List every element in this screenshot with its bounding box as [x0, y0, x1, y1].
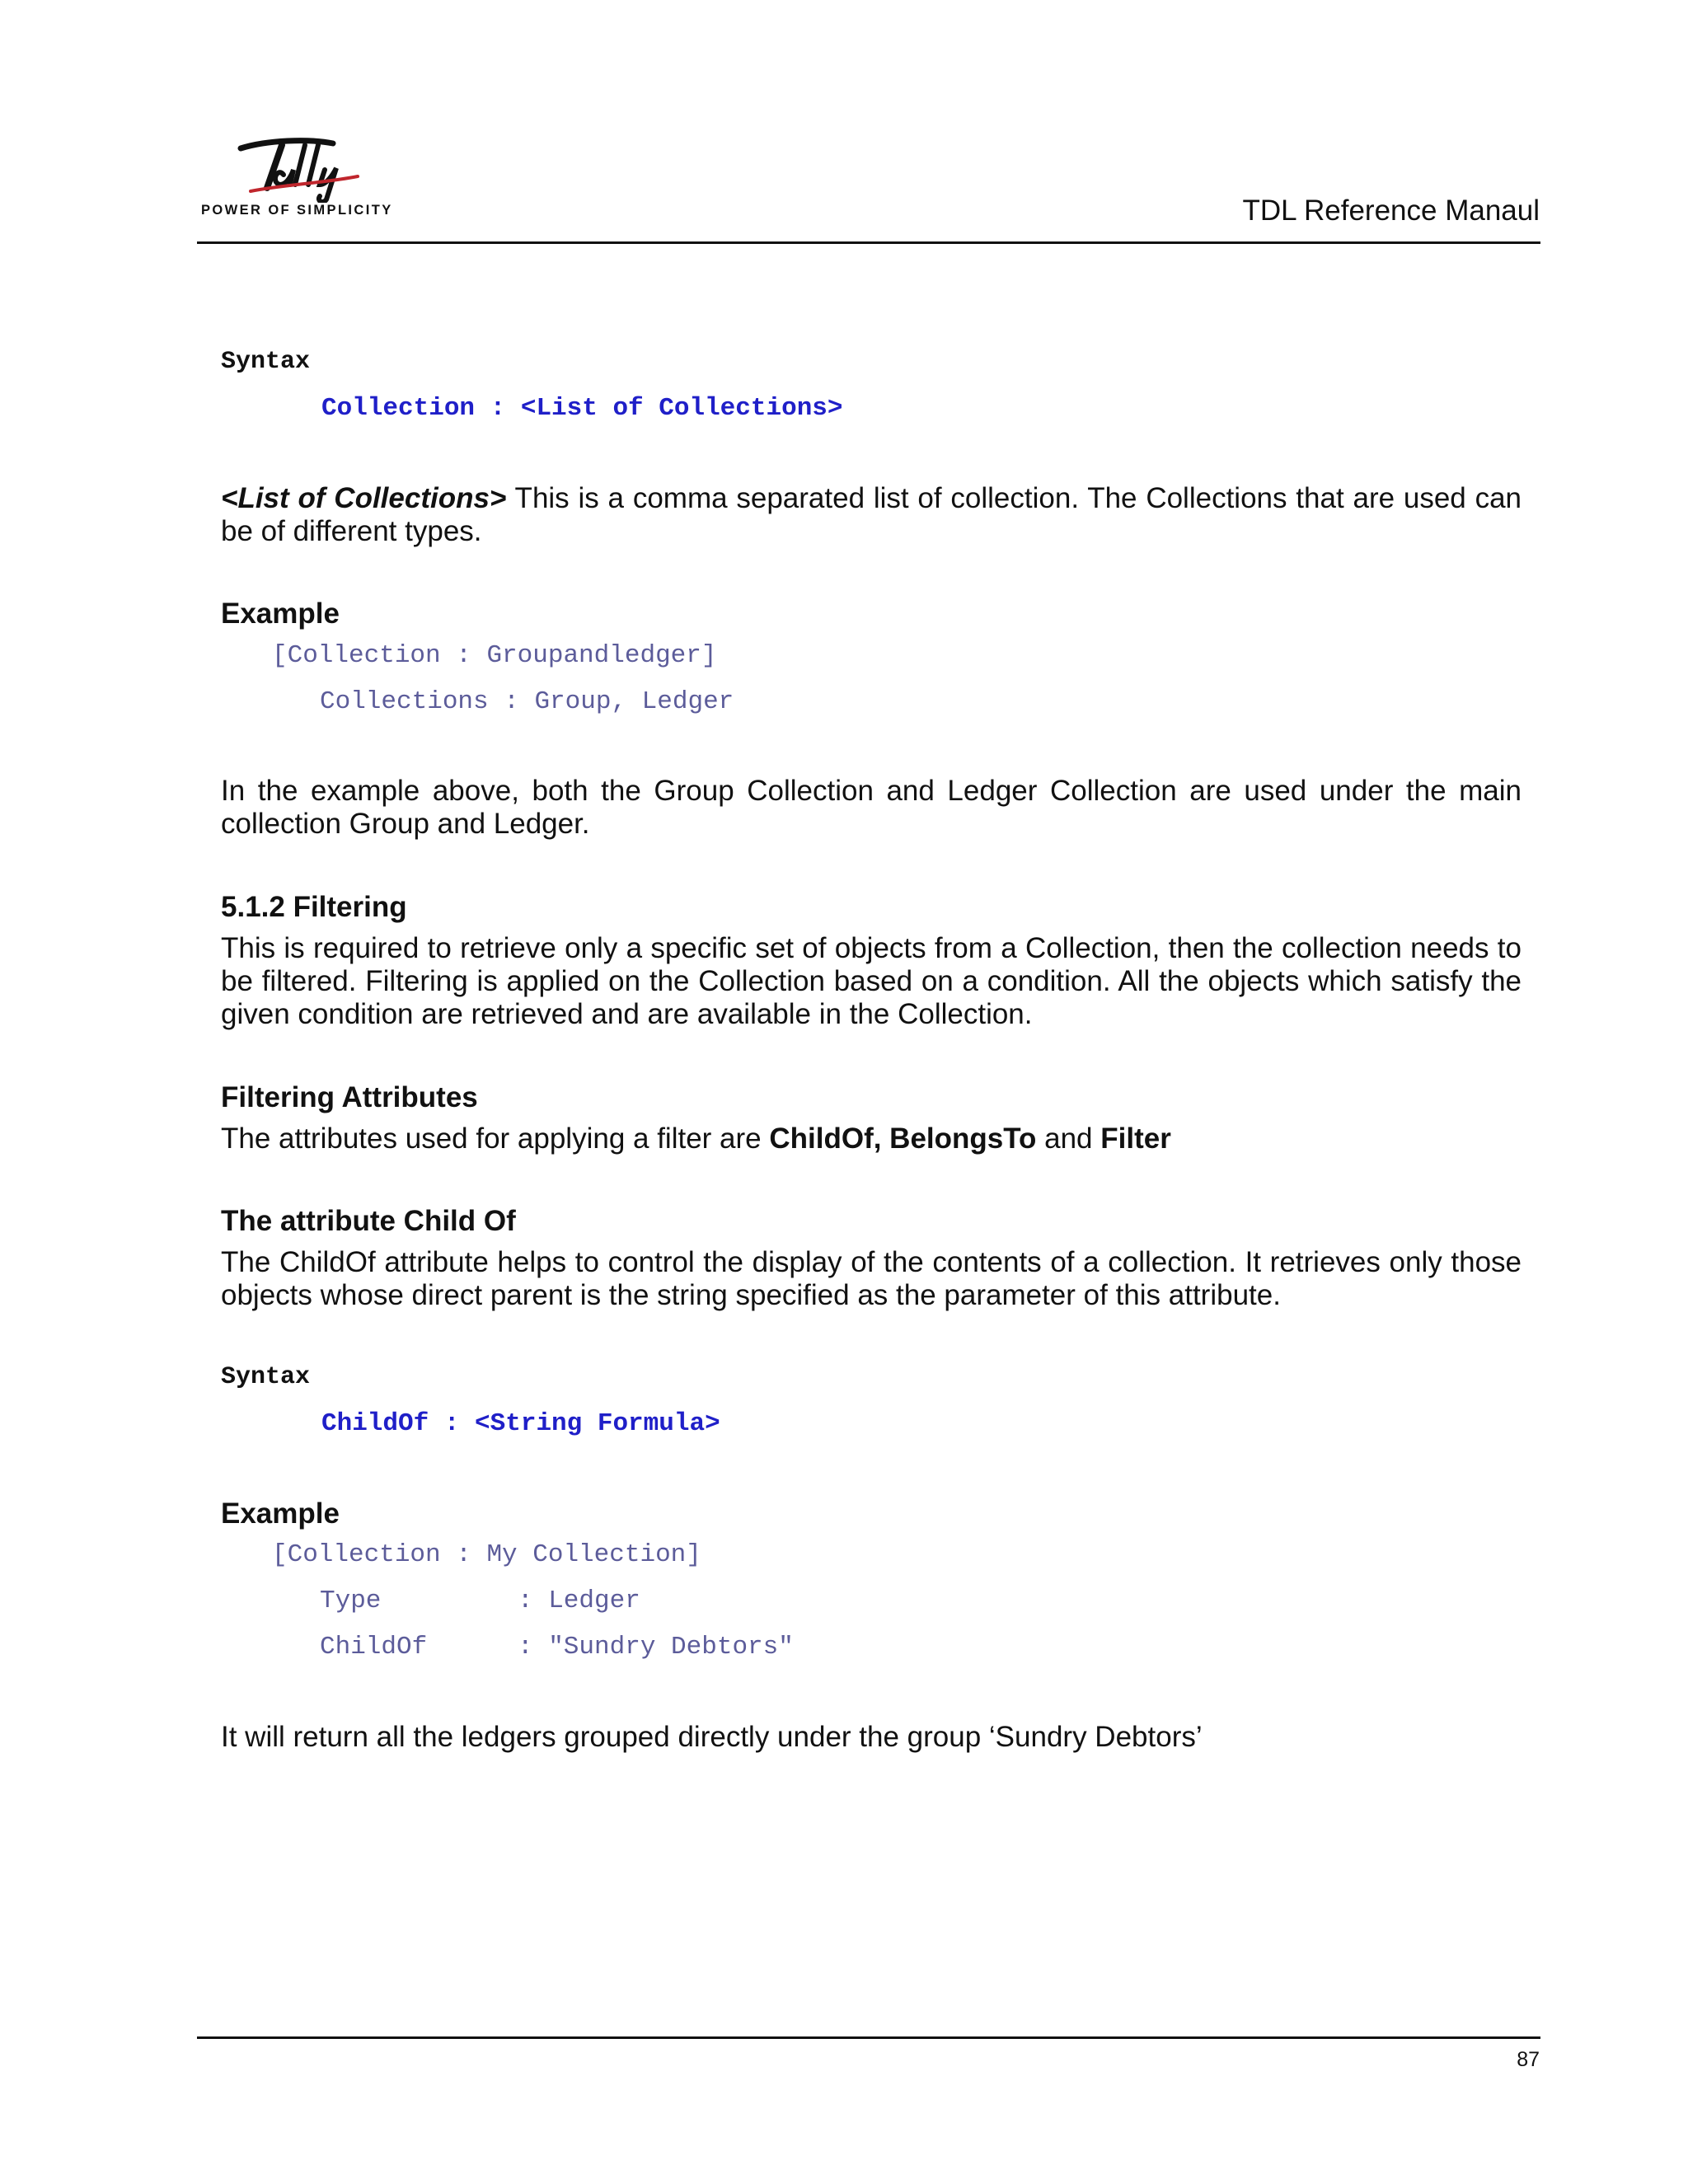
syntax-label: Syntax [221, 1363, 311, 1391]
code-key: ChildOf [320, 1633, 428, 1661]
filter-attrs-bold-childof-belongsto: ChildOf, BelongsTo [769, 1122, 1037, 1155]
filter-attrs-text-and: and [1036, 1122, 1101, 1155]
syntax-code: Collection : <List of Collections> [321, 394, 843, 423]
logo-tagline: POWER OF SIMPLICITY [201, 203, 393, 218]
example-heading: Example [221, 598, 340, 630]
filtering-paragraph: This is required to retrieve only a specific set of objects from a Collection, then the collection needs to be filtered. Filtering is applied on the Collection based on a condition. All the objects which satisfy the given condition are retrieved and are available in the Collection. [221, 932, 1522, 1030]
list-of-collections-paragraph [221, 482, 1522, 548]
list-of-collections-text: This is a comma separated list of collection. The Collections that are used can be of different types. [221, 482, 1522, 547]
footer-divider [197, 2036, 1540, 2039]
example-heading: Example [221, 1497, 340, 1530]
code-row [320, 1586, 640, 1615]
code-value: : "Sundry Debtors" [518, 1633, 794, 1661]
filtering-attributes-heading: Filtering Attributes [221, 1081, 478, 1113]
filtering-attributes-paragraph [221, 1122, 1522, 1155]
section-heading-filtering: 5.1.2 Filtering [221, 891, 407, 923]
code-key: Type [320, 1586, 382, 1615]
example-explanation: It will return all the ledgers grouped directly under the group ‘Sundry Debtors’ [221, 1721, 1203, 1753]
code-line: [Collection : My Collection] [272, 1540, 701, 1569]
term-list-of-collections: <List of Collections> [221, 482, 507, 514]
tally-logo [201, 137, 391, 227]
page-number: 87 [1517, 2048, 1540, 2071]
code-line: [Collection : Groupandledger] [272, 641, 717, 670]
syntax-label: Syntax [221, 348, 311, 376]
header-divider [197, 241, 1540, 244]
childof-paragraph: The ChildOf attribute helps to control the display of the contents of a collection. It retrieves only those objects whose direct parent is the string specified as the parameter of this attribute. [221, 1246, 1522, 1311]
code-value: : Ledger [518, 1586, 640, 1615]
syntax-code: ChildOf : <String Formula> [321, 1409, 720, 1438]
filter-attrs-bold-filter: Filter [1100, 1122, 1171, 1155]
filter-attrs-text: The attributes used for applying a filter are [221, 1122, 770, 1155]
code-row [320, 1633, 794, 1661]
tally-logo-mark [234, 137, 366, 203]
childof-heading: The attribute Child Of [221, 1205, 516, 1237]
document-title: TDL Reference Manaul [1242, 194, 1540, 227]
example-explanation: In the example above, both the Group Collection and Ledger Collection are used under the main collection Group and Ledger. [221, 775, 1522, 840]
code-line: Collections : Group, Ledger [320, 687, 734, 716]
